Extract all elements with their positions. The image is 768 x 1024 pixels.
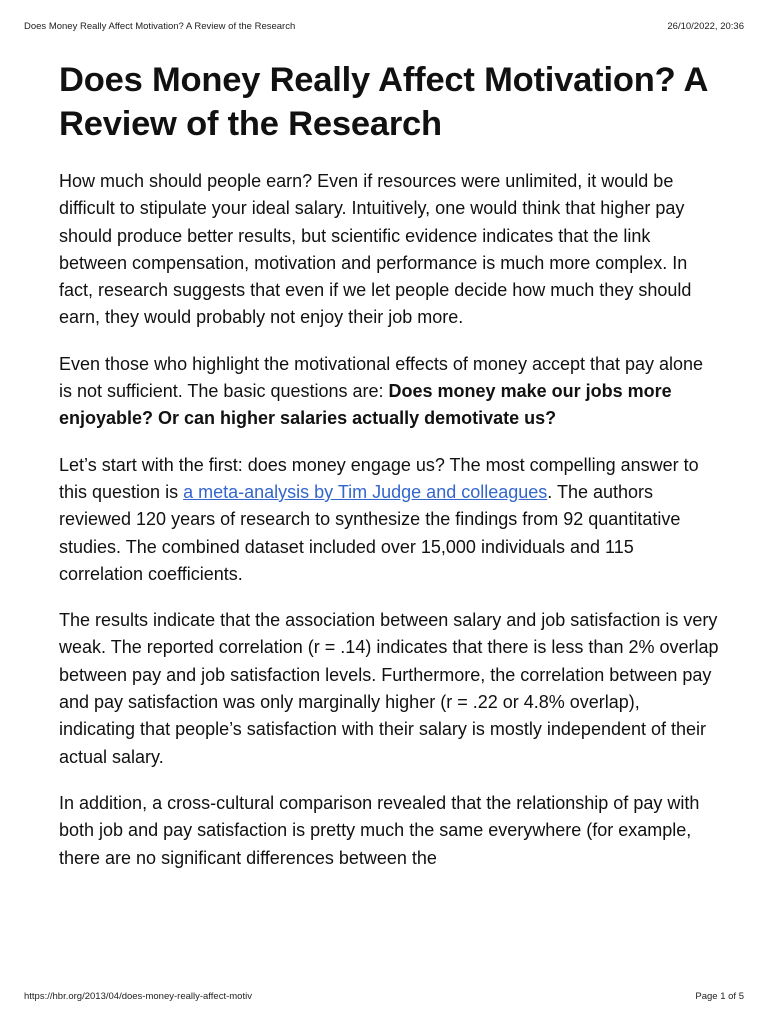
paragraph-2-bold-questions: Does money make our jobs more enjoyable? Or can higher salaries actually demotivate us? <box>59 381 672 429</box>
article <box>59 58 719 891</box>
paragraph-2 <box>59 351 719 433</box>
article-title: Does Money Really Affect Motivation? A Review of the Research <box>59 61 707 143</box>
print-header-title: Does Money Really Affect Motivation? A Review of the Research <box>24 20 296 32</box>
article-body <box>59 168 719 872</box>
paragraph-3 <box>59 452 719 588</box>
print-footer <box>24 989 744 1003</box>
paragraph-5: In addition, a cross-cultural comparison revealed that the relationship of pay with both job and pay satisfaction is pretty much the same everywhere (for example, there are no significant differences between the <box>59 792 700 868</box>
paragraph-3-text-before-link: Let’s start with the first: does money engage us? The most compelling answer to this question is <box>59 454 699 502</box>
print-header-datetime: 26/10/2022, 20:36 <box>667 20 744 32</box>
paragraph-2-text: Even those who highlight the motivational effects of money accept that pay alone is not sufficient. The basic questions are: <box>59 353 704 402</box>
paragraph-1: How much should people earn? Even if resources were unlimited, it would be difficult to stipulate your ideal salary. Intuitively, one would think that higher pay should produce better results, but scientific evidence indicates that the link between compensation, motivation and performance is much more complex. In fact, research suggests that even if we let people decide how much they should earn, they would probably not enjoy their job more. <box>59 171 692 328</box>
print-header <box>24 19 744 33</box>
print-footer-page-indicator: Page 1 of 5 <box>695 990 744 1002</box>
paragraph-3-text-after-link: . The authors reviewed 120 years of research to synthesize the findings from 92 quantitative studies. The combined dataset included over 15,000 individuals and 115 correlation coefficients. <box>59 481 681 584</box>
print-footer-url: https://hbr.org/2013/04/does-money-really-affect-motiv <box>24 990 252 1002</box>
paragraph-4: The results indicate that the association between salary and job satisfaction is very weak. The reported correlation (r = .14) indicates that there is less than 2% overlap between pay and job satisfaction levels. Furthermore, the correlation between pay and pay satisfaction was only marginally higher (r = .22 or 4.8% overlap), indicating that people’s satisfaction with their salary is mostly independent of their actual salary. <box>59 610 719 767</box>
meta-analysis-link[interactable]: a meta-analysis by Tim Judge and colleagues <box>183 481 548 502</box>
